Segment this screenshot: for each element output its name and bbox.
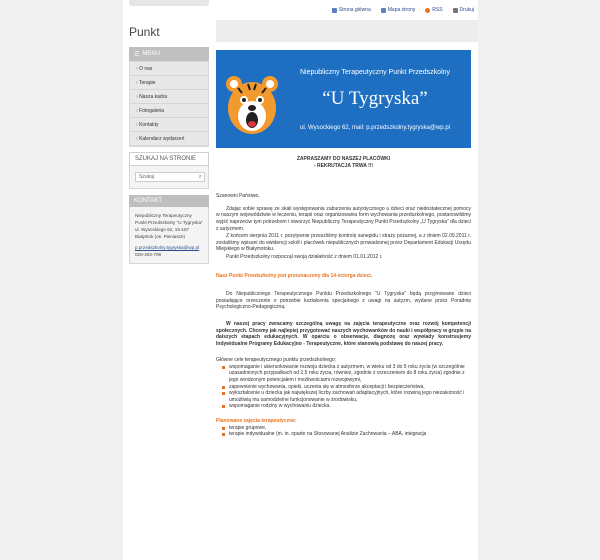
menu-item-nasza-kadra[interactable]: › Nasza kadra [130,90,208,104]
goals-title: Główne cele terapeutycznego punktu przedszkolnego: [216,357,337,364]
menu-item-kalendarz[interactable]: › Kalendarz wydarzeń [130,132,208,146]
menu-item-terapie[interactable]: › Terapie [130,76,208,90]
planned-list [216,425,471,438]
search-box [129,166,209,189]
paragraph-5: W naszej pracy zwracamy szczególną uwagę na zajęcia terapeutyczne oraz rozwój kompetencji społecznych. Chcemy jak najlepiej przygotować naszych wychowanków do nauki i współpracy w grupie na dalszych etapach edukacyjnych. W oparciu o obserwacje, diagnozę oraz wywiady konstruujemy Indywidualne Programy Edukacyjno - Terapeutyczne, które stanowią podstawę do naszej pracy. [216,320,471,347]
banner-line-2: “U Tygryska” [322,88,428,109]
paragraph-2: Z końcem sierpnia 2011 r. pozytywnie przeszliśmy kontrolę sanepidu i straży pożarnej, a z dniem 02.09.2011 r. zostaliśmy wpisani do ewidencji szkół i placówek niepublicznych prowadzonej przez Departament Edukacji Urzędu Miejskiego w Białymstoku. [216,233,471,253]
site-title[interactable]: Punkt [129,25,160,39]
top-links [332,7,474,13]
menu-item-kontakty[interactable]: › Kontakty [130,118,208,132]
header-strip [216,20,478,42]
list-item: wspomaganie i ukierunkowanie rozwoju dziecka z autyzmem, w wieku od 3 do 5 roku życia (w szczególnie uzasadnionych przypadkach od 2,5 roku życia, również, zgodnie z orzeczeniem do 8 roku życia) zgodnie z jego wrodzonym potencjałem i możliwościami rozwojowymi, [222,364,471,384]
contact-email-link[interactable]: p.przedszkolny.tygryska@wp.pl [135,245,200,250]
header-banner [216,50,471,148]
print-link[interactable]: Drukuj [453,7,474,13]
contact-name: Niepubliczny Terapeutyczny Punkt Przedszkolny "U Tygryska" [135,213,203,225]
menu-item-fotogaleria[interactable]: › Fotogaleria [130,104,208,118]
tiger-mascot-icon [224,64,280,136]
home-link[interactable]: Strona główna [332,7,371,13]
list-item: zapewnienie wychowania, opieki, uczenia się w atmosferze akceptacji i bezpieczeństwa, [222,384,471,391]
banner-line-1: Niepubliczny Terapeutyczny Punkt Przedszkolny [299,69,451,76]
sitemap-icon [381,8,386,13]
contact-address: ul. Wysockiego 62, 15-167 Białystok (os. Pieniasze) [135,227,190,239]
greeting: Szanowni Państwo, [216,193,260,200]
menu-icon: ☰ [134,51,140,58]
search-icon[interactable]: ⌕ [198,174,202,180]
menu-header: ☰ MENU [129,47,209,61]
headline-2: - REKRUTACJA TRWA !!! [313,162,374,169]
headline-1: ZAPRASZAMY DO NASZEJ PLACÓWKI [296,156,391,162]
contact-box [129,207,209,264]
capacity-note: Nasz Punkt Przedszkolny jest przeznaczony dla 14-ściorga dzieci. [216,272,373,279]
list-item: wykształcenie u dziecka jak największej liczby zachowań adaptacyjnych, które rozwiną jego niezależność i umożliwią mu samodzielne funkcjonowanie w środowisku, [222,390,471,403]
contact-phone: 029-403-706 [135,252,162,257]
paragraph-4: Do Niepublicznego Terapeutycznego Punktu Przedszkolnego "U Tygryska" będą przyjmowane dzieci posiadające orzeczenie o potrzebie kształcenia specjalnego z uwagi na autyzm, wydane przez Poradnię Psychologiczno-Pedagogiczną. [216,291,471,311]
contact-header: KONTAKT [129,195,209,207]
rss-link[interactable]: RSS [425,7,442,13]
home-icon [332,8,337,13]
goals-list [216,364,471,410]
sidebar [129,47,209,264]
banner-line-3: ul. Wysockiego 62, mail: p.przedszkolny.tygryska@wp.pl [300,125,450,131]
top-bar [123,0,478,20]
article [216,156,471,438]
search-header: SZUKAJ NA STRONIE [129,152,209,166]
print-icon [453,8,458,13]
menu-list [129,61,209,147]
sitemap-link[interactable]: Mapa strony [381,7,416,13]
paragraph-1: Zdając sobie sprawę ze skali występowania zaburzenia autystycznego u dzieci oraz niedostatecznej pomocy w naszym województwie w leczeniu, terapii oraz organizowaniu form wychowania przedszkolnego, postanowiliśmy wyjść naprzeciw tym potrzebom i otworzyć Niepubliczny Terapeutyczny Punkt Przedszkolny „U Tygryska” dla dzieci z autyzmem. [216,205,471,232]
main-content [216,50,471,438]
menu-item-o-nas[interactable]: › O nas [130,62,208,76]
search-input[interactable]: Szukaj ⌕ [135,172,205,182]
planned-title: Planowane zajęcia terapeutyczne: [216,418,297,425]
paragraph-3: Punkt Przedszkolny rozpoczął swoją działalność z dniem 01.01.2012 r. [226,253,383,260]
logo-tab [129,0,209,6]
list-item: terapie indywidualne (m. in. oparte na Stosowanej Analizie Zachowania – ABA, integracja [222,431,471,438]
list-item: terapie grupowe, [222,425,471,432]
page-container [123,0,478,560]
rss-icon [425,8,430,13]
list-item: wspomaganie rodziny w wychowaniu dziecka. [222,403,471,410]
